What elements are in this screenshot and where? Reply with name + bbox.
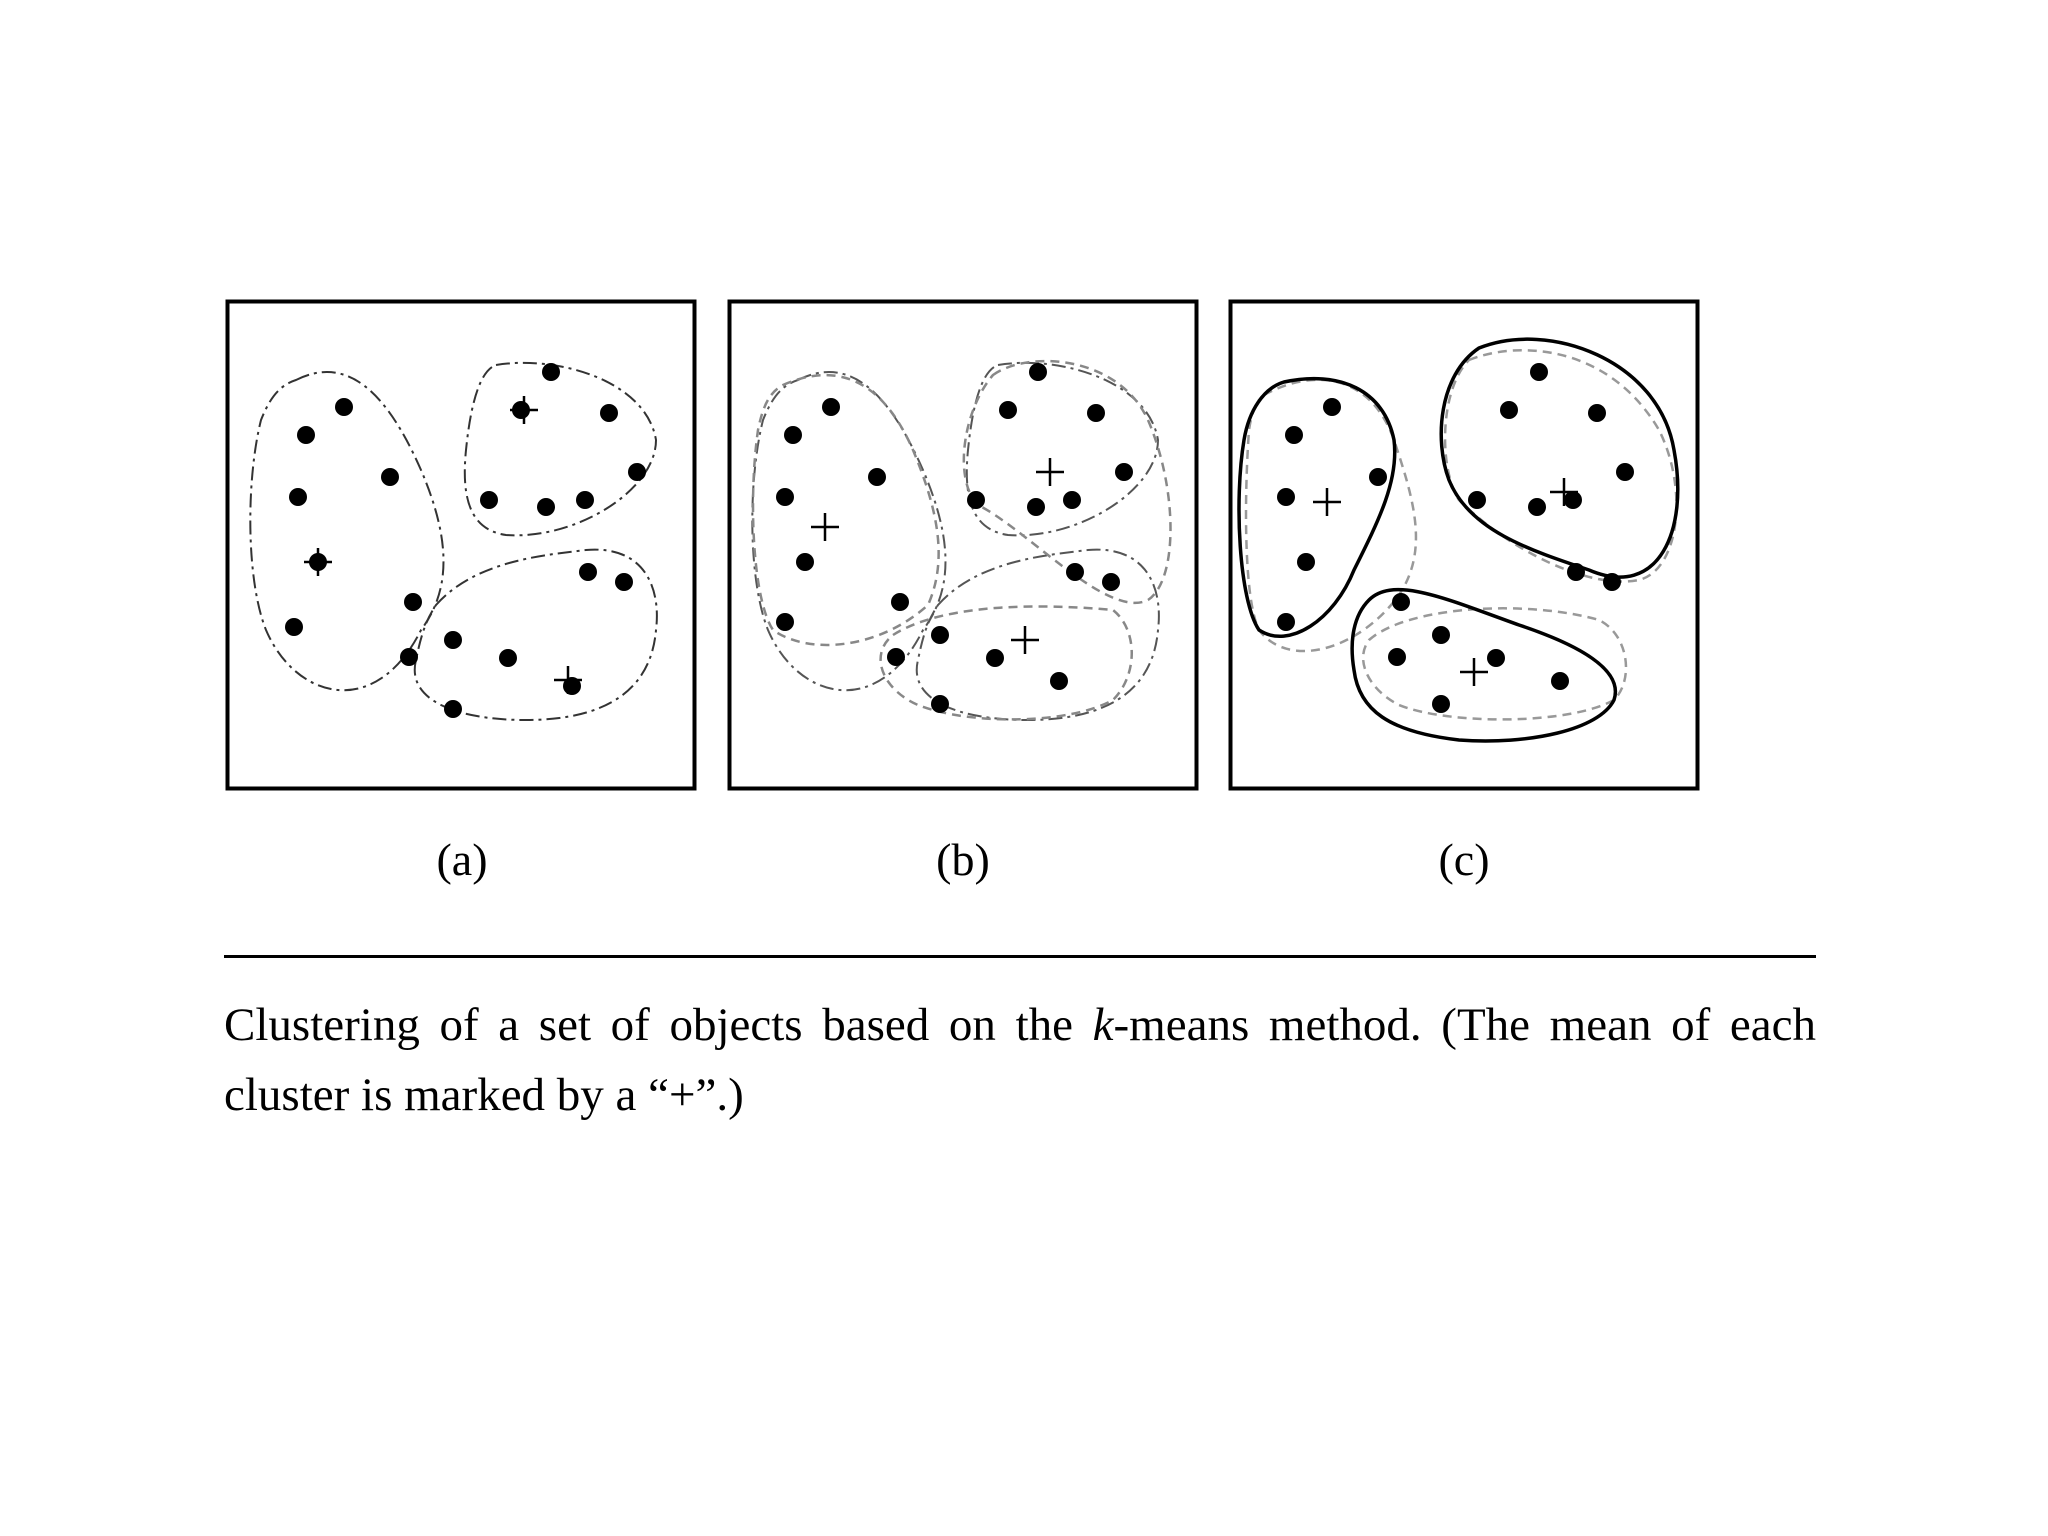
data-point	[967, 491, 985, 509]
old-cluster-boundary	[917, 550, 1159, 720]
data-point	[480, 491, 498, 509]
cluster-mean-marker	[811, 513, 839, 541]
data-point	[1277, 613, 1295, 631]
data-point	[1323, 398, 1341, 416]
data-point	[891, 593, 909, 611]
panel-c-label: (c)	[1438, 834, 1490, 885]
data-point	[1285, 426, 1303, 444]
data-point	[1029, 363, 1047, 381]
data-point	[1603, 573, 1621, 591]
data-point	[1432, 695, 1450, 713]
data-point	[285, 618, 303, 636]
cluster-boundary	[465, 363, 656, 535]
data-point	[931, 695, 949, 713]
panel-a-frame	[228, 302, 695, 789]
data-point	[444, 631, 462, 649]
data-point	[1567, 563, 1585, 581]
cluster-mean-marker	[304, 548, 332, 576]
old-cluster-boundary	[967, 363, 1158, 535]
data-point	[796, 553, 814, 571]
data-point	[1087, 404, 1105, 422]
data-point	[1432, 626, 1450, 644]
data-point	[1530, 363, 1548, 381]
data-point	[1551, 672, 1569, 690]
data-point	[628, 463, 646, 481]
data-point	[404, 593, 422, 611]
data-point	[576, 491, 594, 509]
data-point	[1487, 649, 1505, 667]
data-point	[1369, 468, 1387, 486]
data-point	[887, 648, 905, 666]
data-point	[381, 468, 399, 486]
data-point	[297, 426, 315, 444]
data-point	[335, 398, 353, 416]
data-point	[822, 398, 840, 416]
panel-a	[226, 300, 696, 790]
old-cluster-boundary	[752, 372, 945, 690]
data-point	[776, 488, 794, 506]
panel-b	[728, 300, 1198, 790]
panel-b-label: (b)	[936, 834, 990, 885]
data-point	[1564, 491, 1582, 509]
cluster-boundary	[250, 372, 443, 690]
panel-c	[1229, 300, 1699, 790]
data-point	[1050, 672, 1068, 690]
data-point	[1063, 491, 1081, 509]
data-point	[868, 468, 886, 486]
data-point	[1277, 488, 1295, 506]
cluster-mean-marker	[510, 396, 538, 424]
caption-divider	[224, 955, 1816, 958]
cluster-boundary	[1352, 590, 1615, 741]
data-point	[1392, 593, 1410, 611]
data-point	[1588, 404, 1606, 422]
data-point	[579, 563, 597, 581]
data-point	[784, 426, 802, 444]
data-point	[1388, 648, 1406, 666]
cluster-boundary	[753, 375, 939, 645]
data-point	[1468, 491, 1486, 509]
data-point	[1616, 463, 1634, 481]
data-point	[999, 401, 1017, 419]
data-point	[776, 613, 794, 631]
data-point	[600, 404, 618, 422]
data-point	[1066, 563, 1084, 581]
cluster-mean-marker	[1313, 488, 1341, 516]
data-point	[1297, 553, 1315, 571]
data-point	[400, 648, 418, 666]
data-point	[1528, 498, 1546, 516]
caption-text-part2: -means method. (The mean of each cluster is marked by a “+”.)	[224, 999, 1816, 1121]
data-point	[1102, 573, 1120, 591]
cluster-boundary	[964, 361, 1171, 603]
cluster-mean-marker	[1460, 658, 1488, 686]
data-point	[931, 626, 949, 644]
data-point	[499, 649, 517, 667]
caption-k-variable: k	[1092, 999, 1114, 1051]
cluster-boundary	[1441, 339, 1678, 577]
data-point	[1500, 401, 1518, 419]
data-point	[542, 363, 560, 381]
data-point	[986, 649, 1004, 667]
panel-b-frame	[730, 302, 1197, 789]
panel-b-diagram	[728, 300, 1198, 790]
caption-text-part1: Clustering of a set of objects based on the	[224, 999, 1093, 1051]
data-point	[1027, 498, 1045, 516]
figure-caption	[224, 990, 1816, 1130]
panel-c-diagram	[1229, 300, 1699, 790]
panel-a-diagram	[226, 300, 696, 790]
panel-a-label: (a)	[436, 834, 488, 885]
data-point	[444, 700, 462, 718]
data-point	[1115, 463, 1133, 481]
data-point	[289, 488, 307, 506]
data-point	[615, 573, 633, 591]
cluster-mean-marker	[1011, 626, 1039, 654]
cluster-mean-marker	[1036, 458, 1064, 486]
data-point	[537, 498, 555, 516]
